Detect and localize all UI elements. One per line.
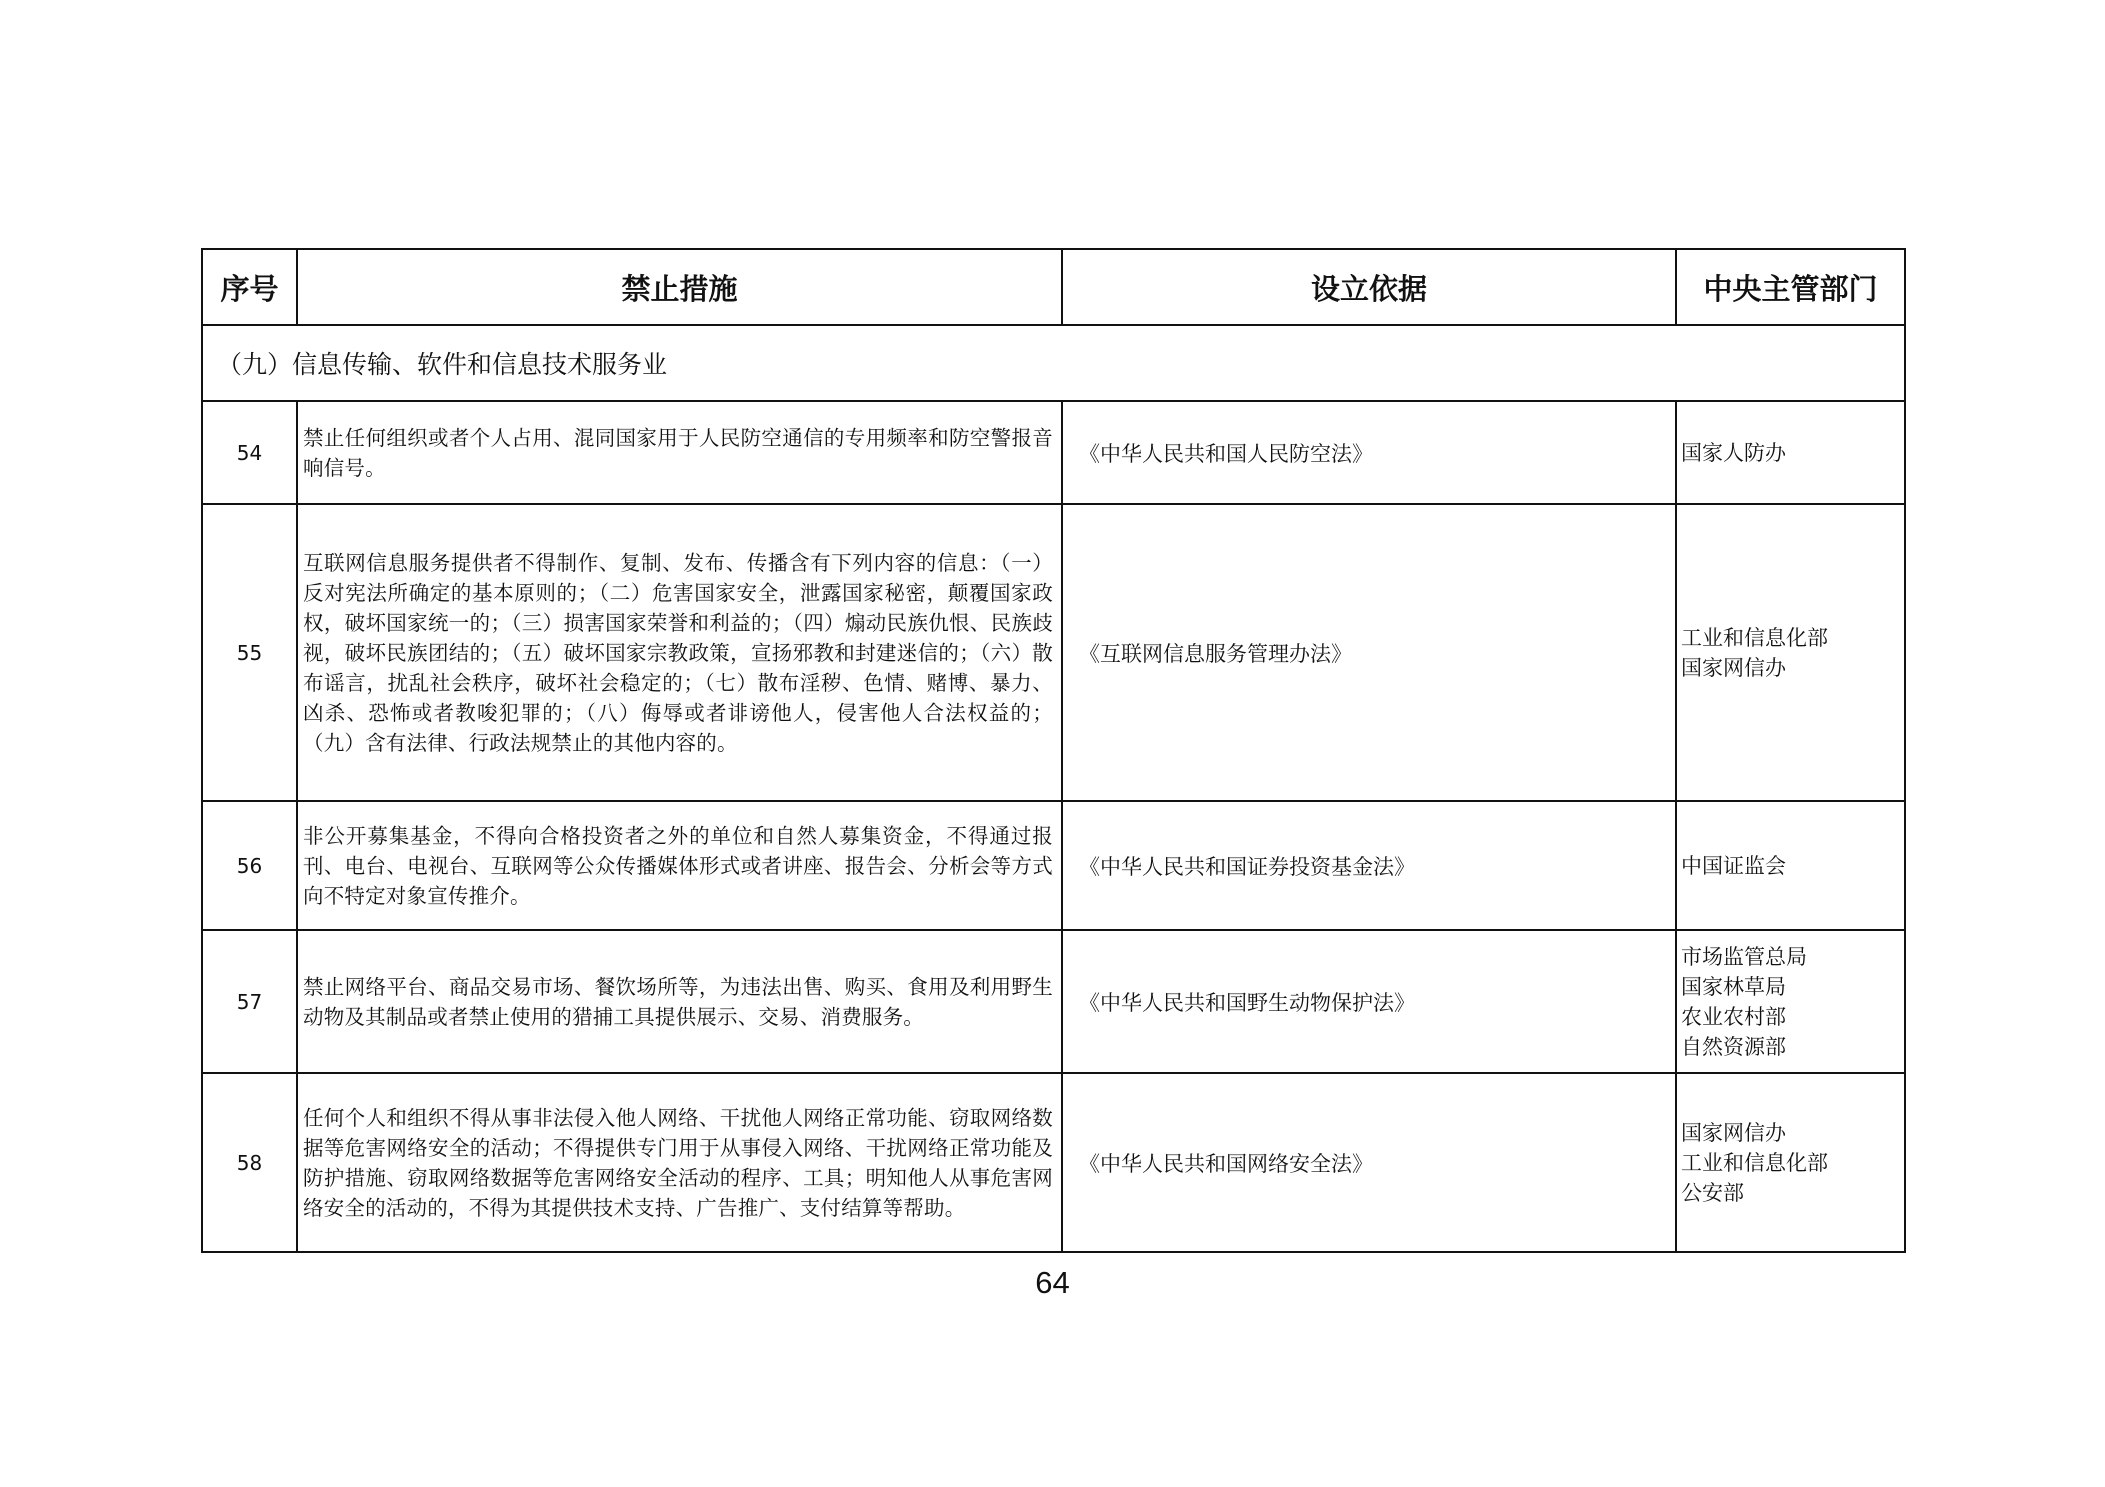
dept-item: 中国证监会 — [1681, 853, 1786, 878]
header-basis: 设立依据 — [1062, 249, 1676, 325]
row-seq: 57 — [202, 930, 297, 1073]
dept-item: 自然资源部 — [1681, 1034, 1786, 1059]
dept-item: 国家网信办 — [1681, 1120, 1786, 1145]
dept-item: 国家林草局 — [1681, 974, 1786, 999]
row-measure: 任何个人和组织不得从事非法侵入他人网络、干扰他人网络正常功能、窃取网络数据等危害网络安全的活动；不得提供专门用于从事侵入网络、干扰网络正常功能及防护措施、窃取网络数据等危害网络安全活动的程序、工具；明知他人从事危害网络安全的活动的，不得为其提供技术支持、广告推广、支付结算等帮助。 — [297, 1073, 1062, 1252]
section-row — [202, 325, 1905, 401]
row-seq: 54 — [202, 401, 297, 504]
table-header-row — [202, 249, 1905, 325]
row-seq: 58 — [202, 1073, 297, 1252]
row-measure: 非公开募集基金，不得向合格投资者之外的单位和自然人募集资金，不得通过报刊、电台、电视台、互联网等公众传播媒体形式或者讲座、报告会、分析会等方式向不特定对象宣传推介。 — [297, 801, 1062, 930]
table-row — [202, 1073, 1905, 1252]
row-basis: 《中华人民共和国野生动物保护法》 — [1062, 930, 1676, 1073]
row-basis: 《中华人民共和国网络安全法》 — [1062, 1073, 1676, 1252]
row-measure: 禁止网络平台、商品交易市场、餐饮场所等，为违法出售、购买、食用及利用野生动物及其制品或者禁止使用的猎捕工具提供展示、交易、消费服务。 — [297, 930, 1062, 1073]
row-dept — [1676, 401, 1905, 504]
row-dept — [1676, 930, 1905, 1073]
row-dept — [1676, 1073, 1905, 1252]
table-row — [202, 401, 1905, 504]
dept-item: 农业农村部 — [1681, 1004, 1786, 1029]
dept-item: 公安部 — [1681, 1180, 1744, 1205]
table-row — [202, 930, 1905, 1073]
dept-item: 工业和信息化部 — [1681, 625, 1828, 650]
row-measure: 互联网信息服务提供者不得制作、复制、发布、传播含有下列内容的信息：（一）反对宪法所确定的基本原则的；（二）危害国家安全，泄露国家秘密，颠覆国家政权，破坏国家统一的；（三）损害国家荣誉和利益的；（四）煽动民族仇恨、民族歧视，破坏民族团结的；（五）破坏国家宗教政策，宣扬邪教和封建迷信的；（六）散布谣言，扰乱社会秩序，破坏社会稳定的；（七）散布淫秽、色情、赌博、暴力、凶杀、恐怖或者教唆犯罪的；（八）侮辱或者诽谤他人，侵害他人合法权益的；（九）含有法律、行政法规禁止的其他内容的。 — [297, 504, 1062, 801]
row-seq: 56 — [202, 801, 297, 930]
row-basis: 《中华人民共和国证券投资基金法》 — [1062, 801, 1676, 930]
row-dept — [1676, 801, 1905, 930]
dept-item: 工业和信息化部 — [1681, 1150, 1828, 1175]
header-seq: 序号 — [202, 249, 297, 325]
row-dept — [1676, 504, 1905, 801]
dept-item: 市场监管总局 — [1681, 944, 1807, 969]
section-title: （九）信息传输、软件和信息技术服务业 — [202, 325, 1905, 401]
dept-item: 国家人防办 — [1681, 440, 1786, 465]
table-row — [202, 504, 1905, 801]
page-number: 64 — [1035, 1265, 1070, 1300]
dept-item: 国家网信办 — [1681, 655, 1786, 680]
prohibited-measures-table — [201, 248, 1906, 1253]
header-measure: 禁止措施 — [297, 249, 1062, 325]
table-row — [202, 801, 1905, 930]
row-measure: 禁止任何组织或者个人占用、混同国家用于人民防空通信的专用频率和防空警报音响信号。 — [297, 401, 1062, 504]
header-dept: 中央主管部门 — [1676, 249, 1905, 325]
row-basis: 《中华人民共和国人民防空法》 — [1062, 401, 1676, 504]
row-basis: 《互联网信息服务管理办法》 — [1062, 504, 1676, 801]
row-seq: 55 — [202, 504, 297, 801]
